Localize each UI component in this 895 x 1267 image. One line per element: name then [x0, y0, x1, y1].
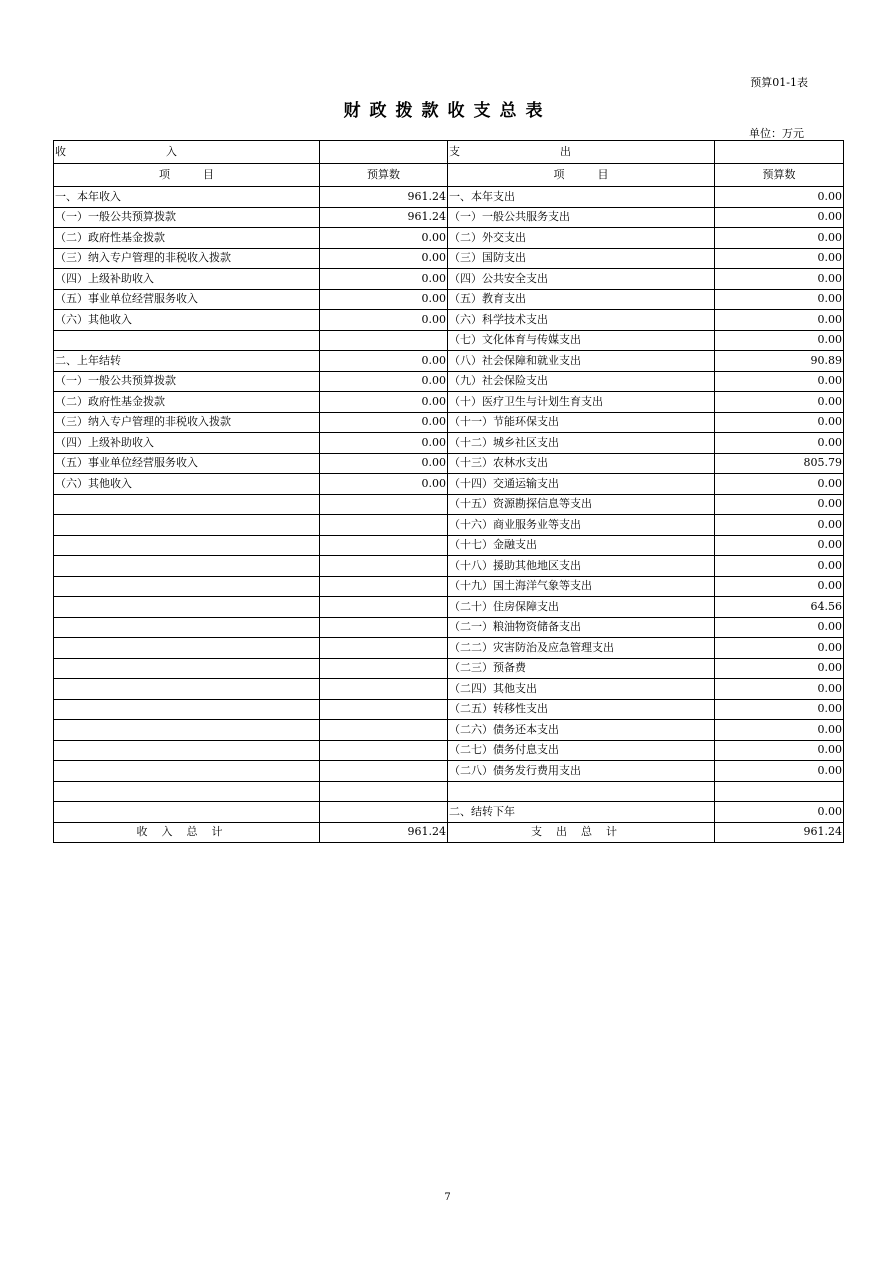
income-item-cell	[54, 658, 320, 679]
unit-label: 单位：万元	[749, 127, 804, 140]
expense-item-cell: （十三）农林水支出	[448, 453, 715, 474]
income-item-cell: （二）政府性基金拨款	[54, 392, 320, 413]
expense-item-cell: （十一）节能环保支出	[448, 412, 715, 433]
income-item-cell	[54, 699, 320, 720]
expense-value-cell: 0.00	[715, 515, 844, 536]
income-item-cell	[54, 617, 320, 638]
income-item-cell: 一、本年收入	[54, 187, 320, 208]
expense-item-cell: （四）公共安全支出	[448, 269, 715, 290]
expense-value-cell: 0.00	[715, 433, 844, 454]
table-row	[54, 679, 844, 700]
expense-total-value: 961.24	[715, 822, 844, 843]
income-item-cell	[54, 597, 320, 618]
expense-value-cell: 0.00	[715, 228, 844, 249]
income-section-label	[54, 141, 320, 164]
expense-value-cell: 0.00	[715, 535, 844, 556]
expense-value-cell: 0.00	[715, 310, 844, 331]
income-item-cell: 二、上年结转	[54, 351, 320, 372]
expense-value-cell: 0.00	[715, 330, 844, 351]
expense-value-cell: 0.00	[715, 371, 844, 392]
income-item-cell: （五）事业单位经营服务收入	[54, 453, 320, 474]
expense-item-cell: （二）外交支出	[448, 228, 715, 249]
income-value-cell	[320, 597, 448, 618]
income-value-cell	[320, 781, 448, 802]
income-value-cell: 0.00	[320, 289, 448, 310]
table-row	[54, 412, 844, 433]
income-value-cell: 961.24	[320, 207, 448, 228]
expense-value-cell: 0.00	[715, 556, 844, 577]
expense-item-cell: （十八）援助其他地区支出	[448, 556, 715, 577]
expense-item-cell: （二七）债务付息支出	[448, 740, 715, 761]
expense-item-cell: （二三）预备费	[448, 658, 715, 679]
income-item-cell	[54, 740, 320, 761]
budget-table	[53, 140, 844, 843]
expense-item-cell: 二、结转下年	[448, 802, 715, 823]
column-header-row	[54, 164, 844, 187]
income-value-cell: 0.00	[320, 412, 448, 433]
income-value-cell	[320, 699, 448, 720]
table-row	[54, 187, 844, 208]
income-value-cell: 0.00	[320, 371, 448, 392]
expense-section-label	[448, 141, 715, 164]
expense-item-cell	[448, 781, 715, 802]
table-row	[54, 556, 844, 577]
table-row	[54, 248, 844, 269]
income-item-cell	[54, 720, 320, 741]
income-item-cell	[54, 330, 320, 351]
table-row	[54, 802, 844, 823]
expense-item-cell: 一、本年支出	[448, 187, 715, 208]
income-value-cell	[320, 658, 448, 679]
expense-value-cell: 0.00	[715, 412, 844, 433]
expense-item-cell: （五）教育支出	[448, 289, 715, 310]
income-value-cell: 0.00	[320, 392, 448, 413]
table-row	[54, 289, 844, 310]
expense-value-cell: 0.00	[715, 494, 844, 515]
expense-value-cell: 0.00	[715, 392, 844, 413]
expense-value-cell: 0.00	[715, 576, 844, 597]
table-row	[54, 371, 844, 392]
table-row	[54, 433, 844, 454]
income-item-cell: （四）上级补助收入	[54, 269, 320, 290]
table-row	[54, 474, 844, 495]
expense-value-cell: 0.00	[715, 269, 844, 290]
income-value-cell	[320, 576, 448, 597]
table-row	[54, 453, 844, 474]
income-item-cell: （二）政府性基金拨款	[54, 228, 320, 249]
expense-item-header: 项 目	[448, 164, 715, 187]
expense-label-b: 出	[560, 145, 571, 158]
expense-item-cell: （二八）债务发行费用支出	[448, 761, 715, 782]
income-item-cell: （一）一般公共预算拨款	[54, 207, 320, 228]
empty-cell	[320, 141, 448, 164]
table-row	[54, 597, 844, 618]
expense-item-cell: （二六）债务还本支出	[448, 720, 715, 741]
income-value-cell: 961.24	[320, 187, 448, 208]
expense-value-cell: 0.00	[715, 207, 844, 228]
expense-item-cell: （八）社会保障和就业支出	[448, 351, 715, 372]
income-item-cell: （三）纳入专户管理的非税收入拨款	[54, 248, 320, 269]
expense-value-cell: 0.00	[715, 617, 844, 638]
expense-value-cell: 0.00	[715, 187, 844, 208]
income-value-cell	[320, 740, 448, 761]
income-value-cell: 0.00	[320, 433, 448, 454]
expense-value-cell: 0.00	[715, 474, 844, 495]
expense-item-cell: （十六）商业服务业等支出	[448, 515, 715, 536]
expense-item-cell: （九）社会保险支出	[448, 371, 715, 392]
expense-item-cell: （七）文化体育与传媒支出	[448, 330, 715, 351]
income-value-cell	[320, 802, 448, 823]
income-value-cell	[320, 638, 448, 659]
income-item-cell: （六）其他收入	[54, 310, 320, 331]
income-item-cell	[54, 638, 320, 659]
income-item-cell	[54, 761, 320, 782]
expense-item-cell: （十九）国土海洋气象等支出	[448, 576, 715, 597]
income-item-cell: （四）上级补助收入	[54, 433, 320, 454]
table-row	[54, 576, 844, 597]
income-value-cell: 0.00	[320, 474, 448, 495]
income-item-cell	[54, 802, 320, 823]
expense-value-cell: 0.00	[715, 699, 844, 720]
income-value-cell	[320, 617, 448, 638]
income-value-cell	[320, 515, 448, 536]
income-item-cell	[54, 556, 320, 577]
income-item-cell	[54, 576, 320, 597]
expense-item-cell: （十）医疗卫生与计划生育支出	[448, 392, 715, 413]
income-value-cell	[320, 556, 448, 577]
table-row	[54, 330, 844, 351]
expense-label-a: 支	[449, 145, 460, 158]
income-total-label: 收入总计	[54, 822, 320, 843]
expense-value-cell: 0.00	[715, 658, 844, 679]
table-row	[54, 535, 844, 556]
totals-row	[54, 822, 844, 843]
income-label-b: 入	[166, 145, 177, 158]
income-item-cell	[54, 679, 320, 700]
income-value-cell	[320, 330, 448, 351]
income-item-cell	[54, 494, 320, 515]
table-row	[54, 638, 844, 659]
section-header-row	[54, 141, 844, 164]
expense-value-cell: 90.89	[715, 351, 844, 372]
page-number: 7	[444, 1192, 451, 1203]
expense-value-cell: 0.00	[715, 248, 844, 269]
expense-value-cell: 0.00	[715, 802, 844, 823]
table-row	[54, 658, 844, 679]
income-value-cell	[320, 535, 448, 556]
expense-item-cell: （十五）资源勘探信息等支出	[448, 494, 715, 515]
expense-value-cell: 0.00	[715, 740, 844, 761]
income-item-cell: （五）事业单位经营服务收入	[54, 289, 320, 310]
expense-value-cell	[715, 781, 844, 802]
income-label-a: 收	[55, 145, 66, 158]
expense-item-cell: （二十）住房保障支出	[448, 597, 715, 618]
income-value-cell	[320, 679, 448, 700]
expense-value-cell: 64.56	[715, 597, 844, 618]
income-value-cell: 0.00	[320, 351, 448, 372]
expense-item-cell: （三）国防支出	[448, 248, 715, 269]
table-row	[54, 351, 844, 372]
expense-item-cell: （二五）转移性支出	[448, 699, 715, 720]
expense-item-cell: （十四）交通运输支出	[448, 474, 715, 495]
table-row	[54, 720, 844, 741]
income-value-cell: 0.00	[320, 248, 448, 269]
income-item-cell	[54, 535, 320, 556]
income-item-cell	[54, 781, 320, 802]
expense-item-cell: （一）一般公共服务支出	[448, 207, 715, 228]
page-title: 财政拨款收支总表	[343, 101, 552, 121]
expense-value-cell: 805.79	[715, 453, 844, 474]
expense-value-cell: 0.00	[715, 638, 844, 659]
income-budget-header: 预算数	[320, 164, 448, 187]
income-item-cell: （三）纳入专户管理的非税收入拨款	[54, 412, 320, 433]
expense-item-cell: （六）科学技术支出	[448, 310, 715, 331]
table-row	[54, 515, 844, 536]
income-item-cell: （六）其他收入	[54, 474, 320, 495]
table-row	[54, 699, 844, 720]
expense-value-cell: 0.00	[715, 289, 844, 310]
table-row	[54, 761, 844, 782]
income-item-cell	[54, 515, 320, 536]
income-item-cell: （一）一般公共预算拨款	[54, 371, 320, 392]
table-row	[54, 392, 844, 413]
table-row	[54, 494, 844, 515]
table-row	[54, 207, 844, 228]
table-row	[54, 617, 844, 638]
income-value-cell	[320, 761, 448, 782]
income-item-header: 项 目	[54, 164, 320, 187]
expense-item-cell: （十七）金融支出	[448, 535, 715, 556]
expense-budget-header: 预算数	[715, 164, 844, 187]
income-value-cell: 0.00	[320, 310, 448, 331]
income-value-cell: 0.00	[320, 453, 448, 474]
expense-value-cell: 0.00	[715, 720, 844, 741]
income-value-cell: 0.00	[320, 228, 448, 249]
income-total-value: 961.24	[320, 822, 448, 843]
expense-item-cell: （十二）城乡社区支出	[448, 433, 715, 454]
expense-item-cell: （二一）粮油物资储备支出	[448, 617, 715, 638]
expense-item-cell: （二四）其他支出	[448, 679, 715, 700]
expense-value-cell: 0.00	[715, 679, 844, 700]
income-value-cell	[320, 494, 448, 515]
income-value-cell: 0.00	[320, 269, 448, 290]
expense-item-cell: （二二）灾害防治及应急管理支出	[448, 638, 715, 659]
table-row	[54, 269, 844, 290]
expense-total-label: 支出总计	[448, 822, 715, 843]
expense-value-cell: 0.00	[715, 761, 844, 782]
table-row	[54, 781, 844, 802]
income-value-cell	[320, 720, 448, 741]
form-code: 预算01-1表	[750, 76, 808, 89]
table-row	[54, 740, 844, 761]
empty-cell	[715, 141, 844, 164]
table-row	[54, 310, 844, 331]
table-row	[54, 228, 844, 249]
